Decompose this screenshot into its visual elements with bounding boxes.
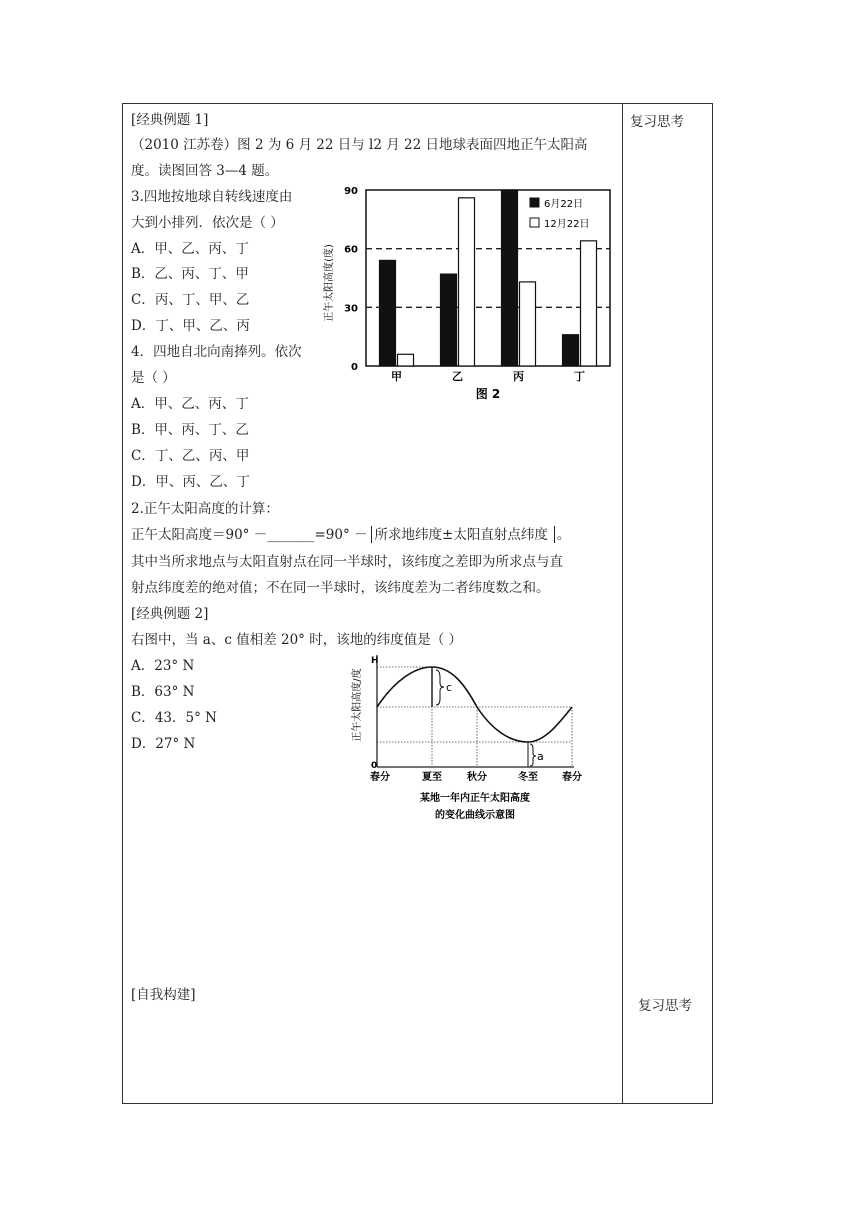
bar-甲-jun xyxy=(380,260,396,366)
c-label: c xyxy=(446,681,453,694)
example2-option-b: B．63° N xyxy=(131,684,195,700)
x-label-spring: 春分 xyxy=(370,772,390,783)
example1-intro-line2: 度。读图回答 3—4 题。 xyxy=(131,163,279,179)
curve-caption-line1: 某地一年内正午太阳高度 xyxy=(420,793,530,804)
formula-part1: 正午太阳高度＝90° －_______=90° － xyxy=(131,527,368,543)
bar-丁-dec xyxy=(581,241,597,366)
example2-option-a: A．23° N xyxy=(131,658,195,674)
q3-option-a: A．甲、乙、丙、丁 xyxy=(131,241,249,257)
bar-甲-dec xyxy=(398,354,414,366)
formula-explain-line2: 射点纬度差的绝对值；不在同一半球时，该纬度差为二者纬度数之和。 xyxy=(131,580,550,596)
x-label-autumn: 秋分 xyxy=(467,772,487,783)
legend-swatch-1 xyxy=(530,218,539,227)
bar-丙-jun xyxy=(502,190,518,366)
example2-question: 右图中，当 a、c 值相差 20° 时，该地的纬度值是（ ） xyxy=(131,632,462,648)
column-divider xyxy=(622,103,623,1104)
curve-ylabel: 正午太阳高度/度 xyxy=(352,668,363,742)
side-note-bottom: 复习思考 xyxy=(638,998,692,1014)
curve-origin: 0 xyxy=(371,761,378,771)
curve-caption-line2: 的变化曲线示意图 xyxy=(435,810,515,821)
y-tick-30: 30 xyxy=(344,303,358,315)
x-tick-乙: 乙 xyxy=(452,370,463,383)
c-brace xyxy=(436,670,444,705)
q3-option-b: B．乙、丙、丁、甲 xyxy=(131,266,249,282)
formula-line xyxy=(131,526,570,544)
x-label-spring-end: 春分 xyxy=(562,772,582,783)
a-label: a xyxy=(537,750,544,763)
example2-option-c: C．43．5° N xyxy=(131,710,217,726)
chart-ylabel: 正午太阳高度(度) xyxy=(324,244,335,322)
formula-part2: 所求地纬度±太阳直射点纬度 xyxy=(374,527,548,543)
q3-option-d: D．丁、甲、乙、丙 xyxy=(131,318,250,334)
legend-swatch-0 xyxy=(530,198,539,207)
legend-label-0: 6月22日 xyxy=(544,199,584,210)
q3-stem-line1: 3.四地按地球自转线速度由 xyxy=(131,189,293,205)
formula-title: 2.正午太阳高度的计算： xyxy=(131,501,279,517)
q4-option-c: C．丁、乙、丙、甲 xyxy=(131,448,250,464)
bar-乙-dec xyxy=(459,198,475,366)
q4-option-d: D．甲、丙、乙、丁 xyxy=(131,474,250,490)
example1-intro-line1: （2010 江苏卷）图 2 为 6 月 22 日与 l2 月 22 日地球表面四地正午太阳高 xyxy=(131,137,588,153)
curve-h-label: H xyxy=(371,656,379,666)
example2-heading: [经典例题 2] xyxy=(131,606,209,622)
y-tick-0: 0 xyxy=(351,362,358,373)
q4-option-a: A．甲、乙、丙、丁 xyxy=(131,396,249,412)
x-tick-丙: 丙 xyxy=(513,370,524,383)
formula-end: 。 xyxy=(556,527,571,543)
x-tick-丁: 丁 xyxy=(574,370,585,383)
bar-丁-jun xyxy=(563,335,579,366)
q4-stem-line1: 4．四地自北向南捧列。依次 xyxy=(131,344,302,360)
abs-close xyxy=(554,526,555,543)
q4-option-b: B．甲、丙、丁、乙 xyxy=(131,422,249,438)
abs-open xyxy=(371,526,372,543)
sun-altitude-curve-figure xyxy=(350,650,600,830)
altitude-curve xyxy=(377,667,572,742)
y-tick-60: 60 xyxy=(344,244,358,256)
x-label-winter: 冬至 xyxy=(518,772,538,783)
legend-label-1: 12月22日 xyxy=(544,219,590,230)
formula-explain-line1: 其中当所求地点与太阳直射点在同一半球时，该纬度之差即为所求点与直 xyxy=(131,554,563,570)
bar-chart xyxy=(318,178,618,408)
chart-caption: 图 2 xyxy=(475,387,501,401)
self-build-heading: [自我构建] xyxy=(131,987,196,1003)
q4-stem-line2: 是（ ） xyxy=(131,370,176,386)
q3-option-c: C．丙、丁、甲、乙 xyxy=(131,292,250,308)
example2-option-d: D．27° N xyxy=(131,736,196,752)
bar-乙-jun xyxy=(441,274,457,366)
q3-stem-line2: 大到小排列．依次是（ ） xyxy=(131,215,284,231)
bar-丙-dec xyxy=(520,282,536,366)
a-brace xyxy=(530,744,536,766)
x-tick-甲: 甲 xyxy=(391,370,402,383)
y-tick-90: 90 xyxy=(344,186,358,197)
side-note-top: 复习思考 xyxy=(630,114,684,130)
example1-heading: [经典例题 1] xyxy=(131,112,209,128)
x-label-summer: 夏至 xyxy=(422,772,442,783)
